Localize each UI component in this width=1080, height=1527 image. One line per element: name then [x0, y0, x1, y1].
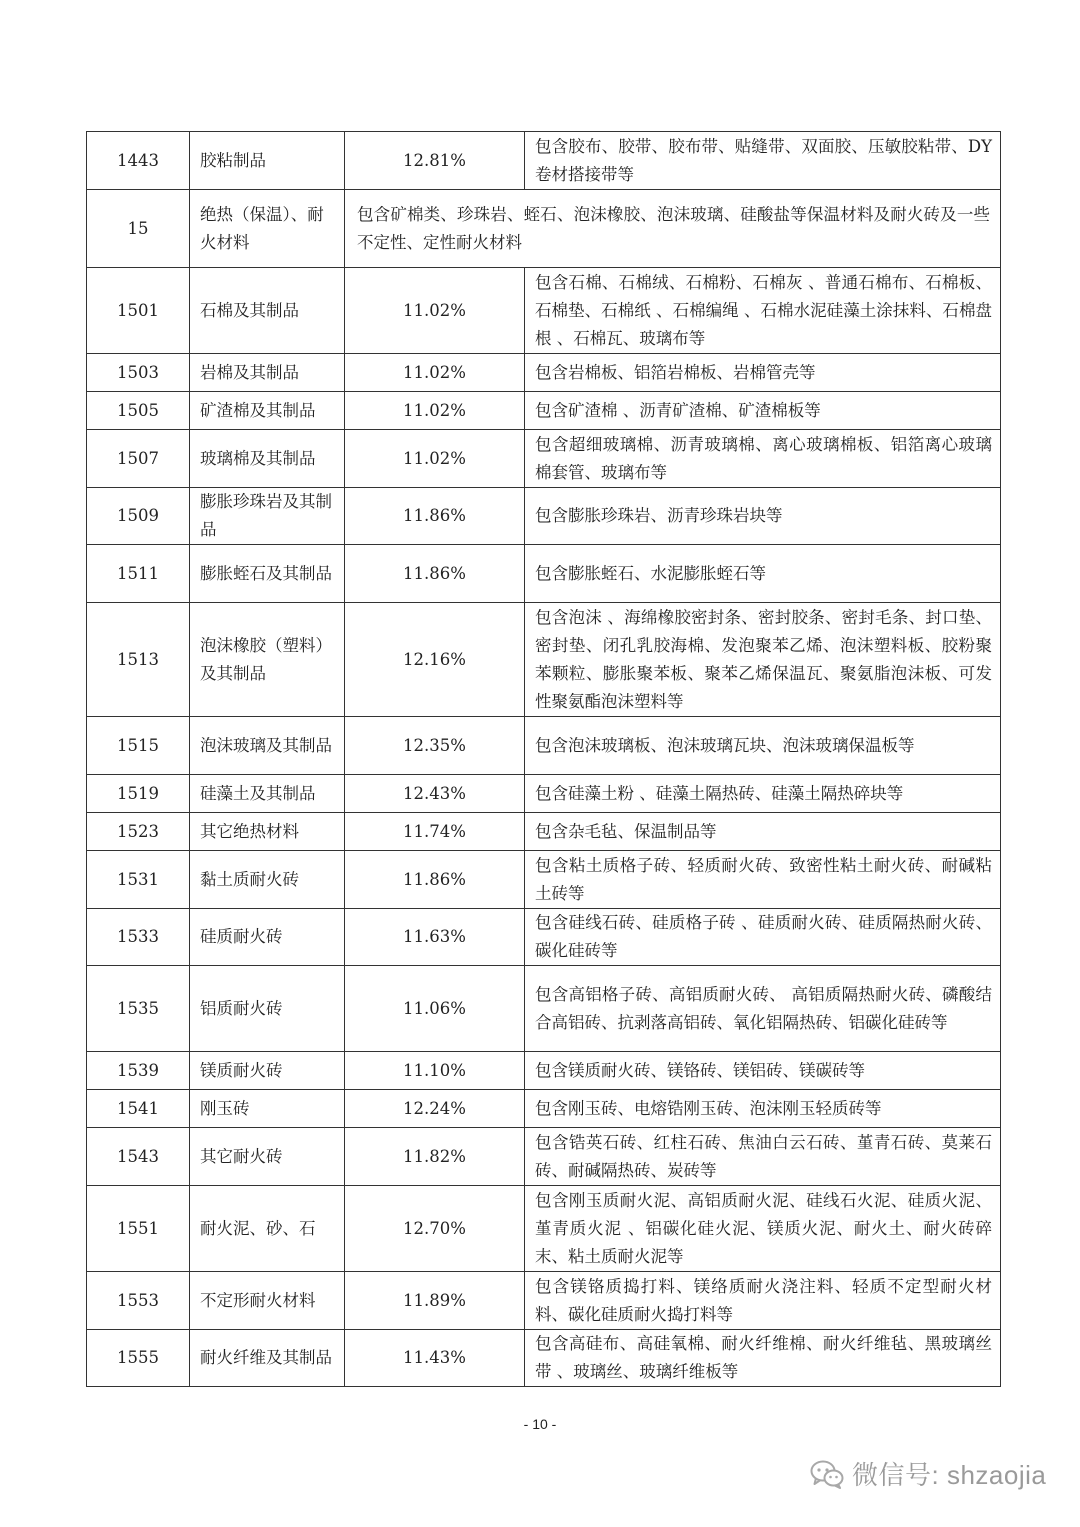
wechat-icon — [810, 1459, 844, 1489]
name-cell: 玻璃棉及其制品 — [190, 430, 345, 488]
description-cell: 包含刚玉砖、电熔锆刚玉砖、泡沫刚玉轻质砖等 — [525, 1090, 1001, 1128]
table-row — [87, 354, 1001, 392]
rate-cell: 11.06% — [345, 966, 525, 1052]
rate-cell: 11.02% — [345, 268, 525, 354]
table-row — [87, 775, 1001, 813]
table-row — [87, 909, 1001, 966]
code-cell: 1539 — [87, 1052, 190, 1090]
rate-cell: 12.35% — [345, 717, 525, 775]
table-row — [87, 392, 1001, 430]
rate-cell: 12.70% — [345, 1186, 525, 1272]
table-row — [87, 488, 1001, 545]
description-cell: 包含硅线石砖、硅质格子砖 、硅质耐火砖、硅质隔热耐火砖、碳化硅砖等 — [525, 909, 1001, 966]
code-cell: 1555 — [87, 1330, 190, 1387]
rate-cell: 12.43% — [345, 775, 525, 813]
name-cell: 耐火泥、砂、石 — [190, 1186, 345, 1272]
code-cell: 1513 — [87, 603, 190, 717]
code-cell: 1443 — [87, 132, 190, 190]
table-row — [87, 430, 1001, 488]
material-table — [86, 131, 1001, 1387]
rate-cell: 11.86% — [345, 545, 525, 603]
description-cell: 包含泡沫 、海绵橡胶密封条、密封胶条、密封毛条、封口垫、密封垫、闭孔乳胶海棉、发泡聚苯乙烯、泡沫塑料板、胶粉聚苯颗粒、膨胀聚苯板、聚苯乙烯保温瓦、聚氨脂泡沫板、可发性聚氨酯泡沫塑料等 — [525, 603, 1001, 717]
table-row — [87, 1272, 1001, 1330]
description-cell: 包含岩棉板、铝箔岩棉板、岩棉管壳等 — [525, 354, 1001, 392]
code-cell: 1551 — [87, 1186, 190, 1272]
description-cell: 包含刚玉质耐火泥、高铝质耐火泥、硅线石火泥、硅质火泥、堇青质火泥 、铝碳化硅火泥、镁质火泥、耐火土、耐火砖碎末、粘土质耐火泥等 — [525, 1186, 1001, 1272]
table-row — [87, 1052, 1001, 1090]
name-cell: 岩棉及其制品 — [190, 354, 345, 392]
code-cell: 1533 — [87, 909, 190, 966]
code-cell: 1553 — [87, 1272, 190, 1330]
code-cell: 1505 — [87, 392, 190, 430]
rate-cell: 12.16% — [345, 603, 525, 717]
name-cell: 矿渣棉及其制品 — [190, 392, 345, 430]
code-cell: 1535 — [87, 966, 190, 1052]
code-cell: 1519 — [87, 775, 190, 813]
code-cell: 1501 — [87, 268, 190, 354]
table-row — [87, 268, 1001, 354]
description-cell: 包含镁质耐火砖、镁铬砖、镁铝砖、镁碳砖等 — [525, 1052, 1001, 1090]
table-row — [87, 190, 1001, 268]
description-cell: 包含石棉、石棉绒、石棉粉、石棉灰 、普通石棉布、石棉板、石棉垫、石棉纸 、石棉编绳 、石棉水泥硅藻土涂抹料、石棉盘根 、石棉瓦、玻璃布等 — [525, 268, 1001, 354]
category-description-cell: 包含矿棉类、珍珠岩、蛭石、泡沫橡胶、泡沫玻璃、硅酸盐等保温材料及耐火砖及一些不定性、定性耐火材料 — [345, 190, 1001, 268]
code-cell: 15 — [87, 190, 190, 268]
name-cell: 膨胀蛭石及其制品 — [190, 545, 345, 603]
rate-cell: 11.74% — [345, 813, 525, 851]
name-cell: 其它耐火砖 — [190, 1128, 345, 1186]
rate-cell: 11.86% — [345, 488, 525, 545]
code-cell: 1543 — [87, 1128, 190, 1186]
description-cell: 包含超细玻璃棉、沥青玻璃棉、离心玻璃棉板、铝箔离心玻璃棉套管、玻璃布等 — [525, 430, 1001, 488]
code-cell: 1509 — [87, 488, 190, 545]
description-cell: 包含矿渣棉 、沥青矿渣棉、矿渣棉板等 — [525, 392, 1001, 430]
rate-cell: 11.02% — [345, 392, 525, 430]
name-cell: 硅藻土及其制品 — [190, 775, 345, 813]
watermark-text: 微信号: shzaojia — [852, 1460, 1047, 1490]
rate-cell: 12.81% — [345, 132, 525, 190]
code-cell: 1515 — [87, 717, 190, 775]
name-cell: 胶粘制品 — [190, 132, 345, 190]
description-cell: 包含胶布、胶带、胶布带、贴缝带、双面胶、压敏胶粘带、DY 卷材搭接带等 — [525, 132, 1001, 190]
code-cell: 1531 — [87, 851, 190, 909]
name-cell: 石棉及其制品 — [190, 268, 345, 354]
description-cell: 包含杂毛毡、保温制品等 — [525, 813, 1001, 851]
rate-cell: 12.24% — [345, 1090, 525, 1128]
rate-cell: 11.02% — [345, 430, 525, 488]
table-row — [87, 545, 1001, 603]
rate-cell: 11.86% — [345, 851, 525, 909]
name-cell: 耐火纤维及其制品 — [190, 1330, 345, 1387]
description-cell: 包含镁铬质捣打料、镁络质耐火浇注料、轻质不定型耐火材料、碳化硅质耐火捣打料等 — [525, 1272, 1001, 1330]
code-cell: 1507 — [87, 430, 190, 488]
description-cell: 包含膨胀蛭石、水泥膨胀蛭石等 — [525, 545, 1001, 603]
rate-cell: 11.43% — [345, 1330, 525, 1387]
code-cell: 1523 — [87, 813, 190, 851]
rate-cell: 11.82% — [345, 1128, 525, 1186]
description-cell: 包含高铝格子砖、高铝质耐火砖、 高铝质隔热耐火砖、磷酸结合高铝砖、抗剥落高铝砖、氧化铝隔热砖、铝碳化硅砖等 — [525, 966, 1001, 1052]
name-cell: 膨胀珍珠岩及其制品 — [190, 488, 345, 545]
name-cell: 镁质耐火砖 — [190, 1052, 345, 1090]
rate-cell: 11.02% — [345, 354, 525, 392]
name-cell: 泡沫橡胶（塑料）及其制品 — [190, 603, 345, 717]
rate-cell: 11.10% — [345, 1052, 525, 1090]
rate-cell: 11.89% — [345, 1272, 525, 1330]
table-row — [87, 966, 1001, 1052]
rate-cell: 11.63% — [345, 909, 525, 966]
description-cell: 包含锆英石砖、红柱石砖、焦油白云石砖、堇青石砖、莫莱石砖、耐碱隔热砖、炭砖等 — [525, 1128, 1001, 1186]
table-row — [87, 1128, 1001, 1186]
description-cell: 包含粘土质格子砖、轻质耐火砖、致密性粘土耐火砖、耐碱粘土砖等 — [525, 851, 1001, 909]
table-row — [87, 132, 1001, 190]
name-cell: 铝质耐火砖 — [190, 966, 345, 1052]
description-cell: 包含高硅布、高硅氧棉、耐火纤维棉、耐火纤维毡、黑玻璃丝带 、玻璃丝、玻璃纤维板等 — [525, 1330, 1001, 1387]
table-row — [87, 851, 1001, 909]
name-cell: 硅质耐火砖 — [190, 909, 345, 966]
name-cell: 其它绝热材料 — [190, 813, 345, 851]
code-cell: 1503 — [87, 354, 190, 392]
name-cell: 绝热（保温）、耐火材料 — [190, 190, 345, 268]
table-row — [87, 813, 1001, 851]
name-cell: 黏土质耐火砖 — [190, 851, 345, 909]
name-cell: 泡沫玻璃及其制品 — [190, 717, 345, 775]
table-row — [87, 1330, 1001, 1387]
name-cell: 不定形耐火材料 — [190, 1272, 345, 1330]
table-body — [87, 132, 1001, 1387]
description-cell: 包含泡沫玻璃板、泡沫玻璃瓦块、泡沫玻璃保温板等 — [525, 717, 1001, 775]
description-cell: 包含硅藻土粉 、硅藻土隔热砖、硅藻土隔热碎块等 — [525, 775, 1001, 813]
description-cell: 包含膨胀珍珠岩、沥青珍珠岩块等 — [525, 488, 1001, 545]
table-row — [87, 717, 1001, 775]
table-row — [87, 603, 1001, 717]
code-cell: 1541 — [87, 1090, 190, 1128]
page-number: - 10 - — [523, 1416, 557, 1432]
name-cell: 刚玉砖 — [190, 1090, 345, 1128]
wechat-watermark — [810, 1455, 1046, 1492]
table-row — [87, 1090, 1001, 1128]
table-row — [87, 1186, 1001, 1272]
code-cell: 1511 — [87, 545, 190, 603]
